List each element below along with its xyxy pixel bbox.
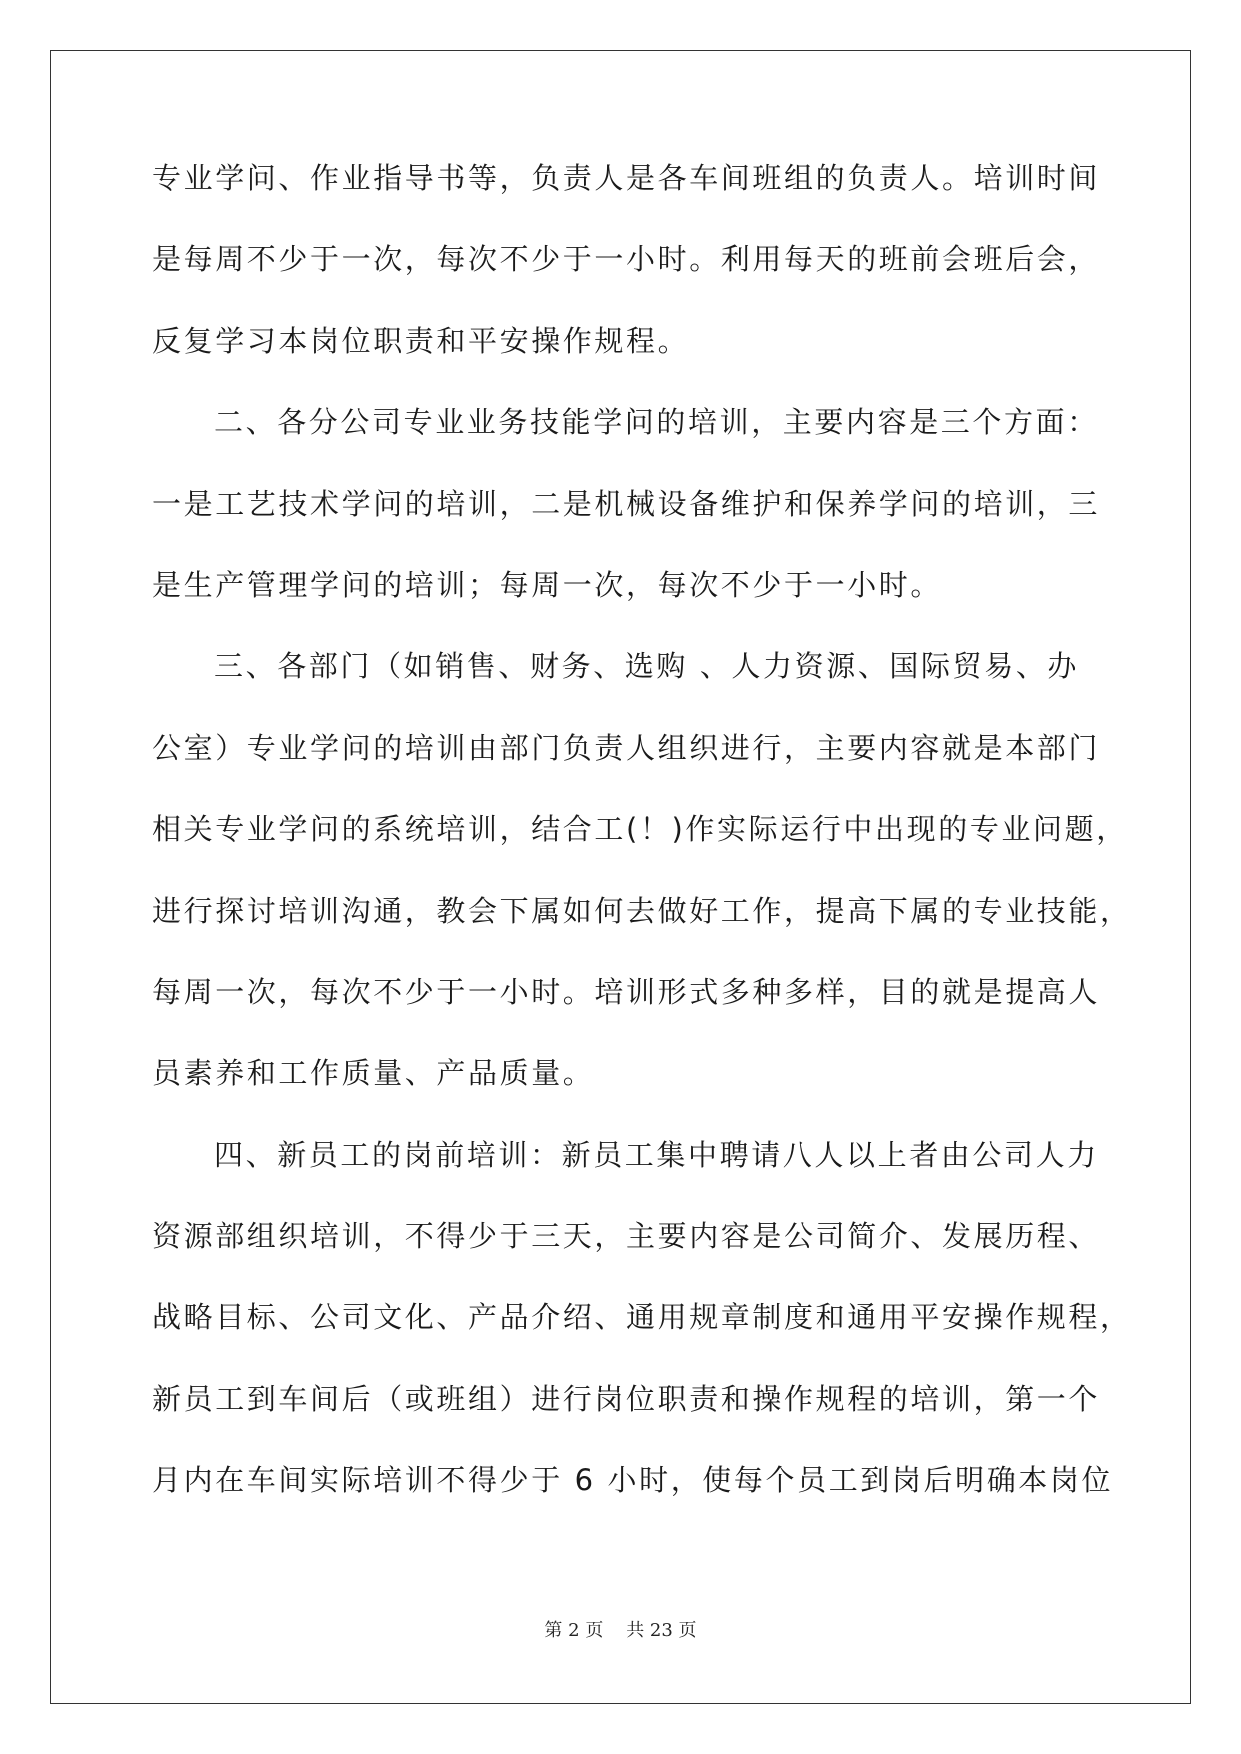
text-line: 公室）专业学问的培训由部门负责人组织进行，主要内容就是本部门 — [152, 730, 1101, 765]
text-line: 新员工到车间后（或班组）进行岗位职责和操作规程的培训，第一个 — [152, 1381, 1101, 1416]
text-line: 是生产管理学问的培训；每周一次，每次不少于一小时。 — [152, 567, 943, 602]
paragraph-first-line: 二、各分公司专业业务技能学问的培训，主要内容是三个方面： — [214, 405, 1099, 440]
document-body — [152, 158, 1132, 1542]
text-line: 反复学习本岗位职责和平安操作规程。 — [152, 323, 690, 358]
text-line: 月内在车间实际培训不得少于 6 小时，使每个员工到岗后明确本岗位 — [152, 1463, 1114, 1498]
text-line: 专业学问、作业指导书等，负责人是各车间班组的负责人。培训时间 — [152, 161, 1101, 195]
text-line: 是每周不少于一次，每次不少于一小时。利用每天的班前会班后会， — [152, 242, 1101, 277]
paragraph-first-line: 四、新员工的岗前培训：新员工集中聘请八人以上者由公司人力 — [214, 1137, 1099, 1172]
text-line: 资源部组织培训，不得少于三天，主要内容是公司简介、发展历程、 — [152, 1219, 1101, 1254]
page-number-footer: 第 2 页 共 23 页 — [544, 1620, 697, 1641]
text-line: 每周一次，每次不少于一小时。培训形式多种多样，目的就是提高人 — [152, 974, 1101, 1009]
text-line: 一是工艺技术学问的培训，二是机械设备维护和保养学问的培训，三 — [152, 486, 1101, 521]
text-line: 战略目标、公司文化、产品介绍、通用规章制度和通用平安操作规程， — [152, 1300, 1132, 1335]
text-line: 进行探讨培训沟通，教会下属如何去做好工作，提高下属的专业技能， — [152, 893, 1132, 928]
text-line: 相关专业学问的系统培训，结合工(！)作实际运行中出现的专业问题， — [152, 812, 1128, 847]
paragraph-first-line: 三、各部门（如销售、财务、选购 、人力资源、国际贸易、办 — [214, 649, 1080, 684]
text-line: 员素养和工作质量、产品质量。 — [152, 1056, 595, 1091]
